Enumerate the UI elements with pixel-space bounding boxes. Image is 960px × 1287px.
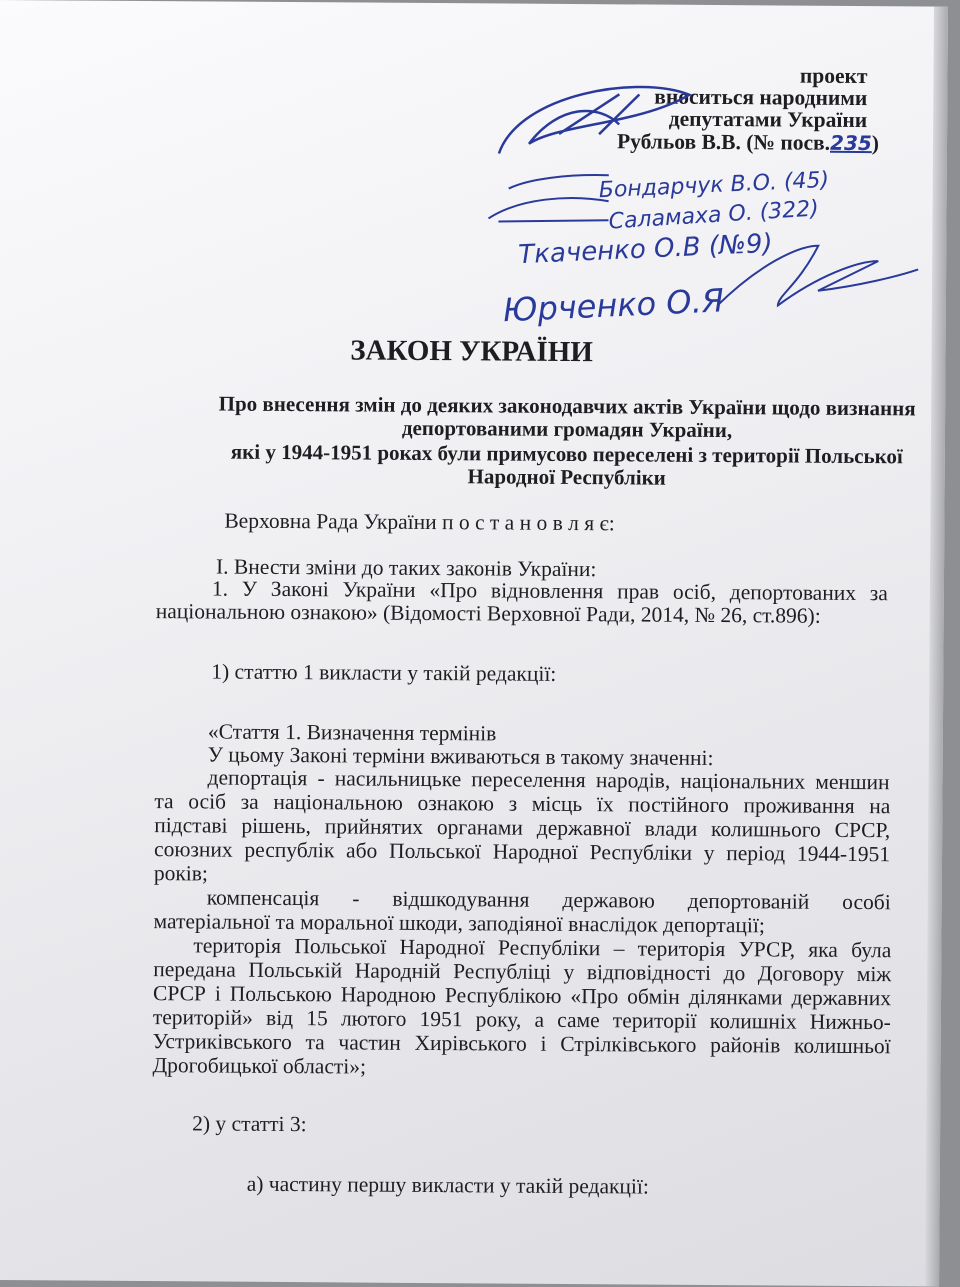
deportation-line: підставі рішень, прийнятих органами державної влади колишнього СРСР,: [154, 813, 891, 843]
compensation-line: компенсація - відшкодування державою депортованій особі: [206, 885, 891, 915]
paren-close: ): [871, 131, 880, 156]
item-1-line: національною ознакою» (Відомості Верховної Ради, 2014, № 26, ст.896):: [155, 599, 821, 628]
territory-line: Устриківського та частин Хирівського і Стрілківського районів колишньої: [152, 1029, 891, 1059]
document-title: ЗАКОН УКРАЇНИ: [350, 334, 593, 369]
subtitle-line: Про внесення змін до деяких законодавчих актів України щодо визнання: [218, 391, 916, 421]
subtitle-line: депортованими громадян України,: [401, 415, 733, 443]
signature-4: Юрченко О.Я: [502, 281, 725, 330]
deportation-line: та осіб за національною ознакою з місць їх постійного проживання на: [154, 789, 891, 819]
subtitle-line: Народної Республіки: [467, 464, 666, 490]
signature-3: Ткаченко О.В (№9): [517, 228, 774, 271]
compensation-line: матеріальної та моральної шкоди, заподіяної внаслідок депортації;: [153, 909, 765, 938]
submitted-by: вноситься народними: [654, 84, 868, 111]
certificate-number: 235: [830, 130, 872, 156]
author-name: Рубльов В.В. (№ посв.: [616, 129, 831, 155]
deportation-line: союзних республік або Польської Народної Республіки у період 1944-1951: [153, 837, 891, 867]
signature-2: Саламаха О. (322): [607, 196, 820, 235]
territory-line: територій» від 15 лютого 1951 року, а саме території колишніх Нижньо-: [152, 1005, 891, 1035]
deportation-line: депортація - насильницьке переселення народів, національних меншин: [207, 765, 890, 795]
section-1: І. Внести зміни до таких законів України:: [215, 554, 597, 582]
preamble: Верховна Рада України п о с т а н о в л я є:: [224, 508, 615, 536]
deportation-line: років;: [153, 861, 209, 886]
submitted-by-2: депутатами України: [668, 106, 868, 133]
subitem-2: 2) у статті 3:: [192, 1111, 307, 1137]
subtitle-line: які у 1944-1951 роках були примусово переселені з території Польської: [230, 439, 903, 469]
item-1-line: 1. У Законі України «Про відновлення прав осіб, депортованих за: [211, 576, 888, 606]
territory-line: передана Польській Народній Республіці у відповідності до Договору між: [153, 957, 892, 987]
territory-line: Дрогобицької області»;: [152, 1053, 367, 1079]
subitem-2a: а) частину першу викласти у такій редакції:: [246, 1171, 649, 1199]
article-title: «Стаття 1. Визначення термінів: [207, 719, 497, 746]
draft-label: проект: [799, 63, 868, 89]
subitem-1: 1) статтю 1 викласти у такій редакції:: [211, 659, 557, 686]
article-intro: У цьому Законі терміни вживаються в такому значенні:: [207, 742, 714, 770]
signature-1: Бондарчук В.О. (45): [598, 167, 830, 204]
territory-line: територія Польської Народної Республіки – територія УРСР, яка була: [193, 933, 892, 963]
territory-line: СРСР і Польською Народною Республікою «Про обмін ділянками державних: [152, 981, 892, 1011]
